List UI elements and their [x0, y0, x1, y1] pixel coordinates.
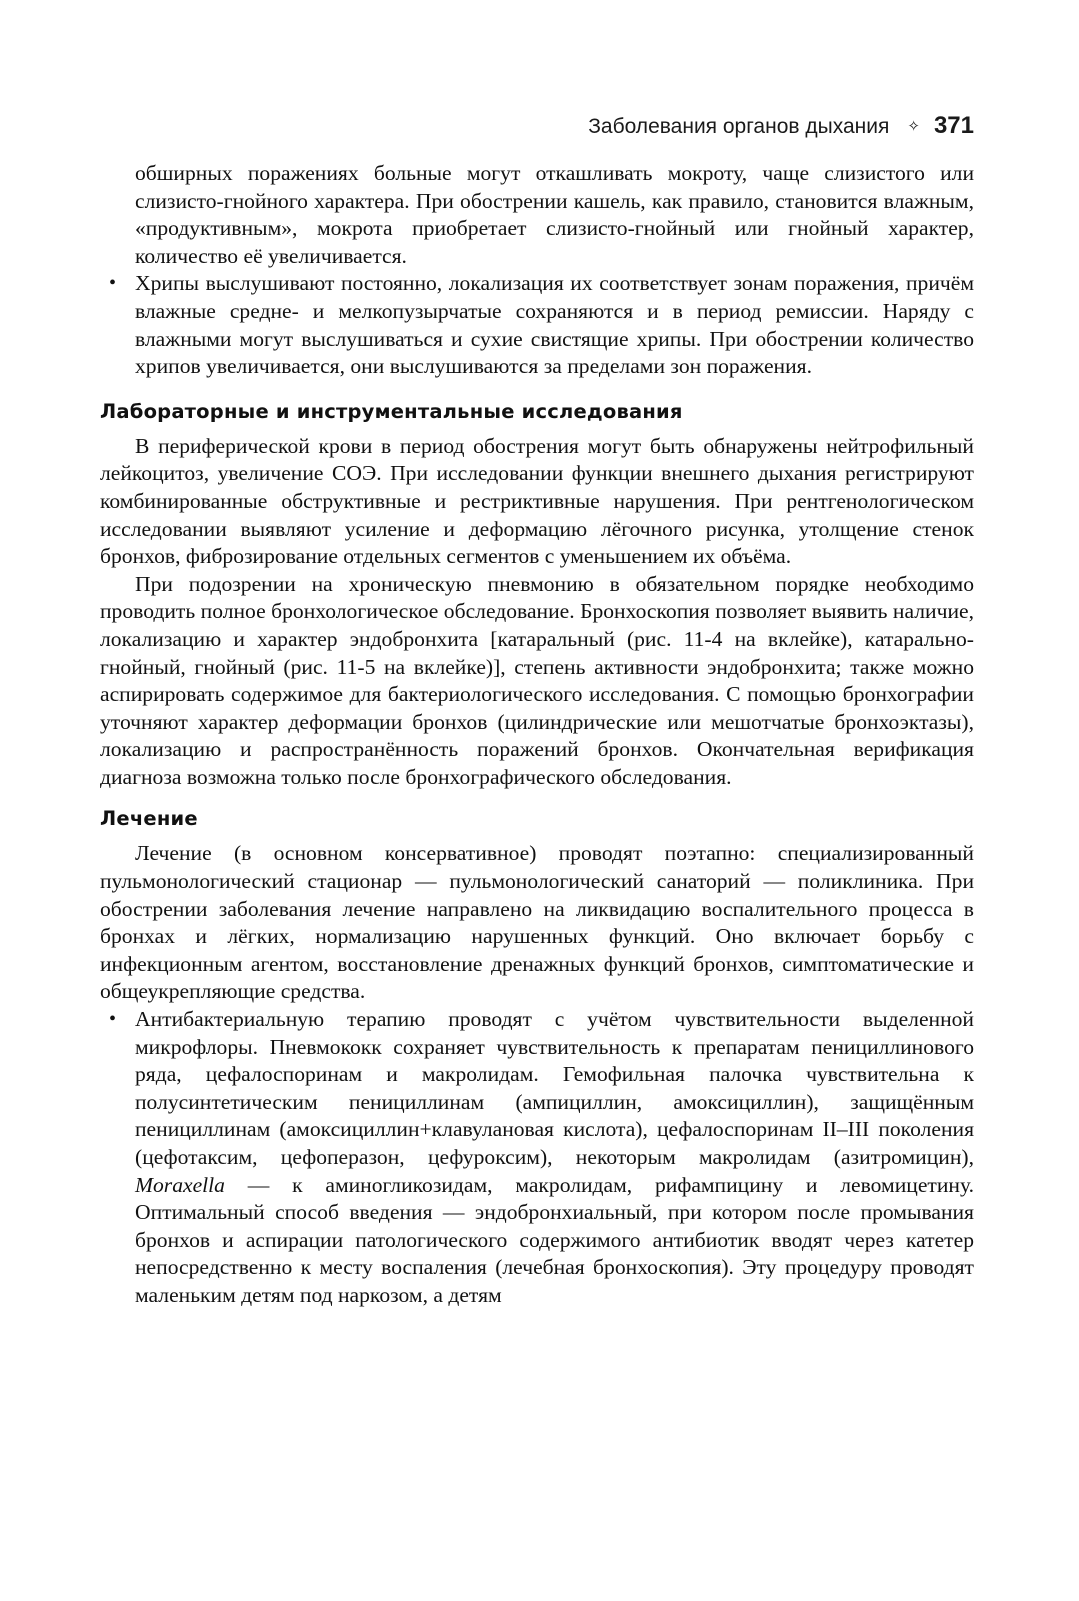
section-title: Заболевания органов дыхания [588, 115, 890, 138]
organism-name: Moraxella [135, 1172, 225, 1197]
section-heading-treatment: Лечение [100, 807, 198, 831]
bullet-text [135, 1006, 974, 1310]
bullet-marker: • [109, 1008, 117, 1031]
bullet-item-wheezes [100, 270, 974, 380]
running-header [100, 112, 974, 140]
continuation-paragraph: обширных поражениях больные могут откашливать мокроту, чаще слизистого или слизисто-гнойного характера. При обострении кашель, как правило, становится влажным, «продуктивным», мокрота приобретает слизисто-гнойный или гнойный характер, количество её увеличивается. [135, 161, 974, 268]
bullet-text-part2: — к аминогликозидам, макролидам, рифампицину и левомицетину. Оптимальный способ введения — эндобронхиальный, при котором после промывания бронхов и аспирации патологического содержимого антибиотик вводят через катетер непосредственно к месту воспаления (лечебная бронхоскопия). Эту процедуру проводят маленьким детям под наркозом, а детям [135, 1172, 974, 1307]
paragraph: В периферической крови в период обострения могут быть обнаружены нейтрофильный лейкоцитоз, увеличение СОЭ. При исследовании функции внешнего дыхания регистрируют комбинированные обструктивные и рестриктивные нарушения. При рентгенологическом исследовании выявляют усиление и деформацию лёгочного рисунка, утолщение стенок бронхов, фиброзирование отдельных сегментов с уменьшением их объёма. [100, 433, 974, 569]
page-body [100, 160, 974, 1310]
bullet-text-part1: Антибактериальную терапию проводят с учётом чувствительности выделенной микрофлоры. Пневмококк сохраняет чувствительность к препаратам пенициллинового ряда, цефалоспоринам и макролидам. Гемофильная палочка чувствительна к полусинтетическим пенициллинам (ампициллин, амоксициллин), защищённым пенициллинам (амоксициллин+клавулановая кислота), цефалоспоринам II–III поколения (цефотаксим, цефоперазон, цефуроксим), некоторым макролидам (азитромицин), [135, 1007, 974, 1169]
paragraph: При подозрении на хроническую пневмонию в обязательном порядке необходимо проводить полное бронхологическое обследование. Бронхоскопия позволяет выявить наличие, локализацию и характер эндобронхита [катаральный (рис. 11-4 на вклейке), катарально-гнойный, гнойный (рис. 11-5 на вклейке)], степень активности эндобронхита; также можно аспирировать содержимое для бактериологического исследования. С помощью бронхографии уточняют характер деформации бронхов (цилиндрические или мешотчатые бронхоэктазы), локализацию и распространённость поражений бронхов. Окончательная верификация диагноза возможна только после бронхографического обследования. [100, 571, 974, 789]
page-number: 371 [933, 112, 974, 139]
bullet-text: Хрипы выслушивают постоянно, локализация их соответствует зонам поражения, причём влажные средне- и мелкопузырчатые сохраняются и в период ремиссии. Наряду с влажными могут выслушиваться и сухие свистящие хрипы. При обострении количество хрипов увеличивается, они выслушиваются за пределами зон поражения. [135, 271, 974, 379]
paragraph: Лечение (в основном консервативное) проводят поэтапно: специализированный пульмонологический стационар — пульмонологический санаторий — поликлиника. При обострении заболевания лечение направлено на ликвидацию воспалительного процесса в бронхах и лёгких, нормализацию нарушенных функций. Оно включает борьбу с инфекционным агентом, восстановление дренажных функций бронхов, симптоматические и общеукрепляющие средства. [100, 841, 974, 1004]
bullet-item-antibacterial [100, 1006, 974, 1310]
bullet-marker: • [109, 272, 117, 295]
diamond-separator-icon: ✧ [907, 118, 920, 135]
section-heading-lab: Лабораторные и инструментальные исследования [100, 399, 683, 423]
